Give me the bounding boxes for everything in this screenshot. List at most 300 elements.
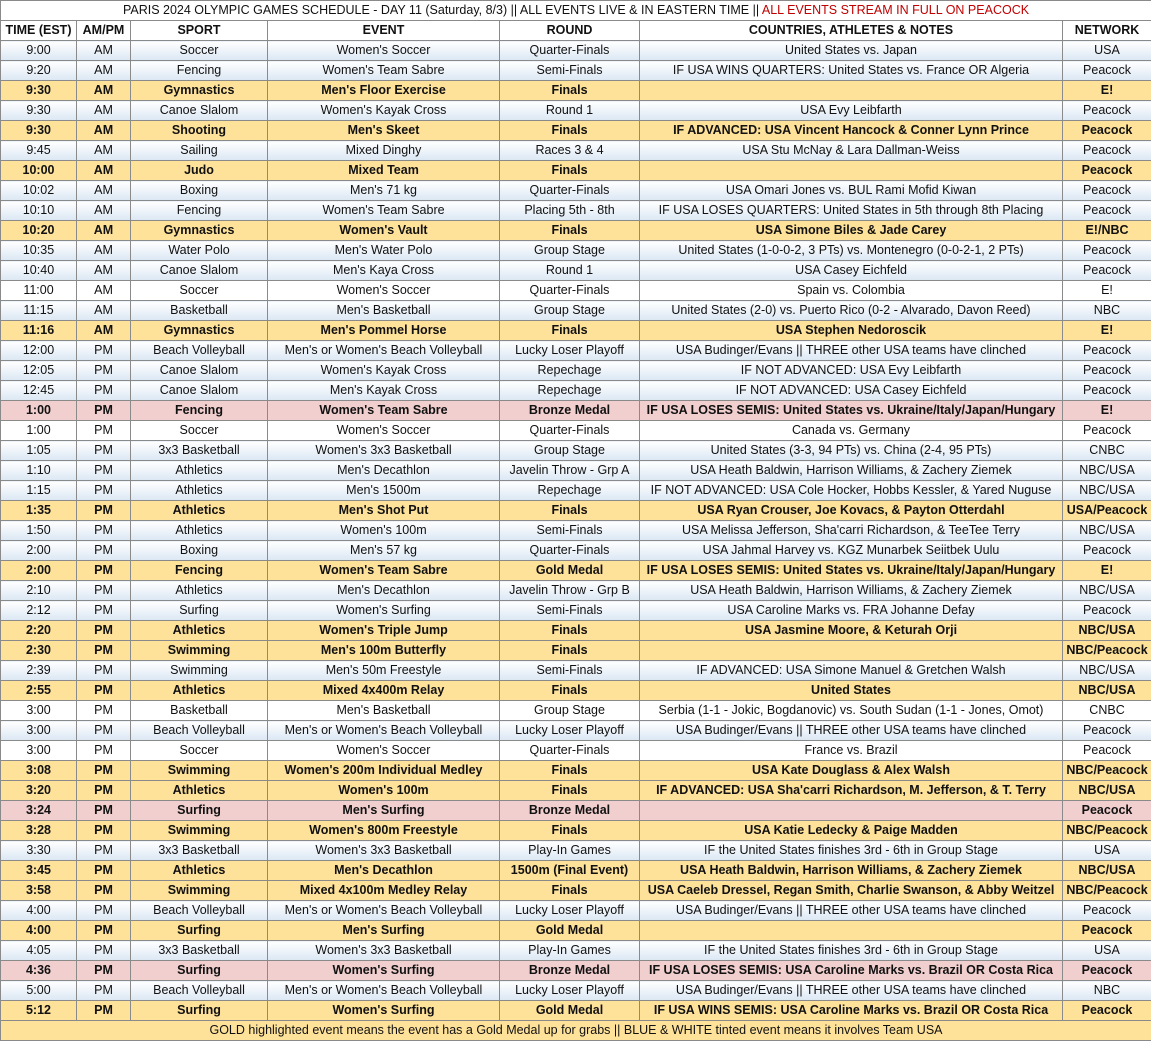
- round-cell: Lucky Loser Playoff: [500, 901, 640, 921]
- sport-cell: Athletics: [131, 621, 268, 641]
- round-cell: Round 1: [500, 101, 640, 121]
- network-cell: USA: [1063, 941, 1151, 961]
- ampm-cell: PM: [77, 561, 131, 581]
- ampm-cell: AM: [77, 201, 131, 221]
- event-cell: Men's 50m Freestyle: [268, 661, 500, 681]
- network-cell: E!: [1063, 281, 1151, 301]
- header-network: NETWORK: [1063, 21, 1151, 41]
- round-cell: Play-In Games: [500, 841, 640, 861]
- notes-cell: USA Evy Leibfarth: [640, 101, 1063, 121]
- table-row: [1, 341, 1151, 361]
- ampm-cell: PM: [77, 881, 131, 901]
- network-cell: Peacock: [1063, 741, 1151, 761]
- ampm-cell: PM: [77, 601, 131, 621]
- event-cell: Men's Water Polo: [268, 241, 500, 261]
- network-cell: Peacock: [1063, 181, 1151, 201]
- event-cell: Men's or Women's Beach Volleyball: [268, 341, 500, 361]
- footer-row: [1, 1021, 1151, 1041]
- sport-cell: Swimming: [131, 761, 268, 781]
- event-cell: Women's 3x3 Basketball: [268, 441, 500, 461]
- notes-cell: IF ADVANCED: USA Vincent Hancock & Conner Lynn Prince: [640, 121, 1063, 141]
- ampm-cell: PM: [77, 681, 131, 701]
- event-cell: Women's Team Sabre: [268, 401, 500, 421]
- ampm-cell: PM: [77, 861, 131, 881]
- event-cell: Women's Kayak Cross: [268, 361, 500, 381]
- round-cell: Lucky Loser Playoff: [500, 981, 640, 1001]
- table-row: [1, 161, 1151, 181]
- table-row: [1, 521, 1151, 541]
- sport-cell: Surfing: [131, 1001, 268, 1021]
- ampm-cell: PM: [77, 361, 131, 381]
- header-row: [1, 21, 1151, 41]
- sport-cell: Fencing: [131, 401, 268, 421]
- round-cell: Semi-Finals: [500, 61, 640, 81]
- sport-cell: Canoe Slalom: [131, 361, 268, 381]
- ampm-cell: AM: [77, 161, 131, 181]
- network-cell: NBC/USA: [1063, 481, 1151, 501]
- event-cell: Men's or Women's Beach Volleyball: [268, 901, 500, 921]
- notes-cell: IF ADVANCED: USA Simone Manuel & Gretchen Walsh: [640, 661, 1063, 681]
- event-cell: Women's Surfing: [268, 601, 500, 621]
- time-cell: 11:16: [1, 321, 77, 341]
- ampm-cell: PM: [77, 821, 131, 841]
- sport-cell: Soccer: [131, 41, 268, 61]
- title-row: [1, 1, 1151, 21]
- sport-cell: Water Polo: [131, 241, 268, 261]
- time-cell: 10:40: [1, 261, 77, 281]
- table-row: [1, 261, 1151, 281]
- notes-cell: USA Stu McNay & Lara Dallman-Weiss: [640, 141, 1063, 161]
- ampm-cell: PM: [77, 941, 131, 961]
- sport-cell: Swimming: [131, 641, 268, 661]
- table-row: [1, 321, 1151, 341]
- table-row: [1, 201, 1151, 221]
- network-cell: NBC/USA: [1063, 861, 1151, 881]
- network-cell: Peacock: [1063, 961, 1151, 981]
- sport-cell: Surfing: [131, 961, 268, 981]
- sport-cell: Athletics: [131, 481, 268, 501]
- time-cell: 3:00: [1, 741, 77, 761]
- time-cell: 2:30: [1, 641, 77, 661]
- network-cell: Peacock: [1063, 421, 1151, 441]
- sport-cell: Canoe Slalom: [131, 101, 268, 121]
- sport-cell: Boxing: [131, 541, 268, 561]
- notes-cell: IF NOT ADVANCED: USA Evy Leibfarth: [640, 361, 1063, 381]
- time-cell: 2:20: [1, 621, 77, 641]
- sport-cell: Basketball: [131, 301, 268, 321]
- table-row: [1, 121, 1151, 141]
- network-cell: NBC/USA: [1063, 581, 1151, 601]
- ampm-cell: AM: [77, 61, 131, 81]
- round-cell: Repechage: [500, 481, 640, 501]
- notes-cell: USA Jasmine Moore, & Keturah Orji: [640, 621, 1063, 641]
- sport-cell: Beach Volleyball: [131, 341, 268, 361]
- round-cell: Lucky Loser Playoff: [500, 721, 640, 741]
- event-cell: Women's Surfing: [268, 961, 500, 981]
- time-cell: 2:12: [1, 601, 77, 621]
- event-cell: Mixed 4x100m Medley Relay: [268, 881, 500, 901]
- table-row: [1, 281, 1151, 301]
- round-cell: Lucky Loser Playoff: [500, 341, 640, 361]
- notes-cell: USA Katie Ledecky & Paige Madden: [640, 821, 1063, 841]
- table-row: [1, 901, 1151, 921]
- sport-cell: Surfing: [131, 601, 268, 621]
- table-row: [1, 741, 1151, 761]
- time-cell: 1:00: [1, 401, 77, 421]
- network-cell: Peacock: [1063, 601, 1151, 621]
- network-cell: Peacock: [1063, 921, 1151, 941]
- network-cell: Peacock: [1063, 261, 1151, 281]
- sport-cell: Surfing: [131, 801, 268, 821]
- time-cell: 9:20: [1, 61, 77, 81]
- sport-cell: Canoe Slalom: [131, 261, 268, 281]
- event-cell: Men's Basketball: [268, 701, 500, 721]
- event-cell: Mixed Dinghy: [268, 141, 500, 161]
- ampm-cell: PM: [77, 461, 131, 481]
- notes-cell: USA Caroline Marks vs. FRA Johanne Defay: [640, 601, 1063, 621]
- event-cell: Men's Floor Exercise: [268, 81, 500, 101]
- ampm-cell: AM: [77, 261, 131, 281]
- ampm-cell: PM: [77, 481, 131, 501]
- round-cell: Finals: [500, 621, 640, 641]
- event-cell: Men's 57 kg: [268, 541, 500, 561]
- round-cell: Finals: [500, 641, 640, 661]
- notes-cell: France vs. Brazil: [640, 741, 1063, 761]
- notes-cell: [640, 161, 1063, 181]
- event-cell: Women's Team Sabre: [268, 201, 500, 221]
- network-cell: E!/NBC: [1063, 221, 1151, 241]
- header-event: EVENT: [268, 21, 500, 41]
- event-cell: Women's Team Sabre: [268, 561, 500, 581]
- table-row: [1, 301, 1151, 321]
- network-cell: Peacock: [1063, 201, 1151, 221]
- notes-cell: IF the United States finishes 3rd - 6th in Group Stage: [640, 841, 1063, 861]
- sport-cell: 3x3 Basketball: [131, 441, 268, 461]
- time-cell: 12:00: [1, 341, 77, 361]
- time-cell: 3:00: [1, 721, 77, 741]
- time-cell: 1:35: [1, 501, 77, 521]
- event-cell: Women's 100m: [268, 781, 500, 801]
- notes-cell: United States (1-0-0-2, 3 PTs) vs. Montenegro (0-0-2-1, 2 PTs): [640, 241, 1063, 261]
- sport-cell: 3x3 Basketball: [131, 841, 268, 861]
- table-row: [1, 581, 1151, 601]
- network-cell: CNBC: [1063, 701, 1151, 721]
- time-cell: 9:45: [1, 141, 77, 161]
- table-row: [1, 1001, 1151, 1021]
- network-cell: Peacock: [1063, 241, 1151, 261]
- ampm-cell: PM: [77, 661, 131, 681]
- round-cell: Finals: [500, 161, 640, 181]
- time-cell: 1:00: [1, 421, 77, 441]
- network-cell: Peacock: [1063, 901, 1151, 921]
- time-cell: 4:05: [1, 941, 77, 961]
- sport-cell: Surfing: [131, 921, 268, 941]
- notes-cell: IF USA WINS SEMIS: USA Caroline Marks vs. Brazil OR Costa Rica: [640, 1001, 1063, 1021]
- network-cell: Peacock: [1063, 721, 1151, 741]
- table-row: [1, 701, 1151, 721]
- sport-cell: Soccer: [131, 421, 268, 441]
- ampm-cell: AM: [77, 301, 131, 321]
- ampm-cell: PM: [77, 741, 131, 761]
- network-cell: E!: [1063, 321, 1151, 341]
- header-notes: COUNTRIES, ATHLETES & NOTES: [640, 21, 1063, 41]
- round-cell: Gold Medal: [500, 561, 640, 581]
- sport-cell: Beach Volleyball: [131, 981, 268, 1001]
- ampm-cell: PM: [77, 621, 131, 641]
- sport-cell: Shooting: [131, 121, 268, 141]
- sport-cell: Athletics: [131, 521, 268, 541]
- network-cell: NBC/Peacock: [1063, 821, 1151, 841]
- event-cell: Women's Triple Jump: [268, 621, 500, 641]
- ampm-cell: PM: [77, 501, 131, 521]
- notes-cell: IF USA LOSES SEMIS: USA Caroline Marks vs. Brazil OR Costa Rica: [640, 961, 1063, 981]
- time-cell: 4:00: [1, 921, 77, 941]
- network-cell: NBC/Peacock: [1063, 881, 1151, 901]
- round-cell: Play-In Games: [500, 941, 640, 961]
- round-cell: Semi-Finals: [500, 601, 640, 621]
- header-sport: SPORT: [131, 21, 268, 41]
- ampm-cell: PM: [77, 901, 131, 921]
- table-row: [1, 81, 1151, 101]
- notes-cell: United States vs. Japan: [640, 41, 1063, 61]
- notes-cell: IF USA WINS QUARTERS: United States vs. France OR Algeria: [640, 61, 1063, 81]
- notes-cell: IF NOT ADVANCED: USA Cole Hocker, Hobbs Kessler, & Yared Nuguse: [640, 481, 1063, 501]
- event-cell: Women's 3x3 Basketball: [268, 841, 500, 861]
- event-cell: Men's 1500m: [268, 481, 500, 501]
- ampm-cell: PM: [77, 401, 131, 421]
- table-row: [1, 181, 1151, 201]
- notes-cell: USA Budinger/Evans || THREE other USA teams have clinched: [640, 721, 1063, 741]
- legend-note: GOLD highlighted event means the event has a Gold Medal up for grabs || BLUE & WHITE tinted event means it involves Team USA: [1, 1021, 1151, 1041]
- sport-cell: Boxing: [131, 181, 268, 201]
- sport-cell: Judo: [131, 161, 268, 181]
- notes-cell: USA Budinger/Evans || THREE other USA teams have clinched: [640, 901, 1063, 921]
- round-cell: Bronze Medal: [500, 801, 640, 821]
- table-row: [1, 101, 1151, 121]
- ampm-cell: PM: [77, 961, 131, 981]
- header-ampm: AM/PM: [77, 21, 131, 41]
- event-cell: Men's or Women's Beach Volleyball: [268, 981, 500, 1001]
- notes-cell: United States (2-0) vs. Puerto Rico (0-2 - Alvarado, Davon Reed): [640, 301, 1063, 321]
- time-cell: 4:00: [1, 901, 77, 921]
- event-cell: Men's or Women's Beach Volleyball: [268, 721, 500, 741]
- network-cell: E!: [1063, 81, 1151, 101]
- sport-cell: Fencing: [131, 561, 268, 581]
- round-cell: Group Stage: [500, 241, 640, 261]
- round-cell: Finals: [500, 681, 640, 701]
- sport-cell: Athletics: [131, 781, 268, 801]
- time-cell: 2:39: [1, 661, 77, 681]
- header-time: TIME (EST): [1, 21, 77, 41]
- time-cell: 10:02: [1, 181, 77, 201]
- ampm-cell: AM: [77, 121, 131, 141]
- notes-cell: USA Melissa Jefferson, Sha'carri Richardson, & TeeTee Terry: [640, 521, 1063, 541]
- network-cell: USA: [1063, 841, 1151, 861]
- round-cell: Semi-Finals: [500, 521, 640, 541]
- sport-cell: Athletics: [131, 501, 268, 521]
- network-cell: NBC: [1063, 981, 1151, 1001]
- event-cell: Women's 100m: [268, 521, 500, 541]
- network-cell: Peacock: [1063, 541, 1151, 561]
- round-cell: Finals: [500, 821, 640, 841]
- sport-cell: Canoe Slalom: [131, 381, 268, 401]
- round-cell: 1500m (Final Event): [500, 861, 640, 881]
- sport-cell: Basketball: [131, 701, 268, 721]
- notes-cell: USA Ryan Crouser, Joe Kovacs, & Payton Otterdahl: [640, 501, 1063, 521]
- round-cell: Javelin Throw - Grp A: [500, 461, 640, 481]
- notes-cell: Canada vs. Germany: [640, 421, 1063, 441]
- event-cell: Women's Soccer: [268, 281, 500, 301]
- ampm-cell: PM: [77, 521, 131, 541]
- table-row: [1, 501, 1151, 521]
- sport-cell: Beach Volleyball: [131, 901, 268, 921]
- ampm-cell: PM: [77, 761, 131, 781]
- event-cell: Men's Decathlon: [268, 461, 500, 481]
- notes-cell: Spain vs. Colombia: [640, 281, 1063, 301]
- network-cell: E!: [1063, 401, 1151, 421]
- notes-cell: USA Stephen Nedoroscik: [640, 321, 1063, 341]
- round-cell: Gold Medal: [500, 1001, 640, 1021]
- notes-cell: IF NOT ADVANCED: USA Casey Eichfeld: [640, 381, 1063, 401]
- network-cell: Peacock: [1063, 361, 1151, 381]
- round-cell: Bronze Medal: [500, 401, 640, 421]
- ampm-cell: PM: [77, 541, 131, 561]
- ampm-cell: AM: [77, 221, 131, 241]
- title-highlight: ALL EVENTS STREAM IN FULL ON PEACOCK: [761, 3, 1030, 17]
- round-cell: Quarter-Finals: [500, 741, 640, 761]
- schedule-title: [1, 1, 1151, 21]
- time-cell: 1:10: [1, 461, 77, 481]
- round-cell: Javelin Throw - Grp B: [500, 581, 640, 601]
- table-row: [1, 621, 1151, 641]
- table-row: [1, 961, 1151, 981]
- round-cell: Quarter-Finals: [500, 41, 640, 61]
- sport-cell: Swimming: [131, 881, 268, 901]
- sport-cell: Fencing: [131, 201, 268, 221]
- table-row: [1, 381, 1151, 401]
- table-row: [1, 421, 1151, 441]
- time-cell: 9:30: [1, 101, 77, 121]
- round-cell: Placing 5th - 8th: [500, 201, 640, 221]
- round-cell: Quarter-Finals: [500, 181, 640, 201]
- round-cell: Finals: [500, 761, 640, 781]
- sport-cell: Athletics: [131, 461, 268, 481]
- round-cell: Group Stage: [500, 441, 640, 461]
- table-row: [1, 141, 1151, 161]
- network-cell: USA/Peacock: [1063, 501, 1151, 521]
- time-cell: 1:50: [1, 521, 77, 541]
- network-cell: Peacock: [1063, 121, 1151, 141]
- time-cell: 10:10: [1, 201, 77, 221]
- network-cell: Peacock: [1063, 61, 1151, 81]
- time-cell: 10:20: [1, 221, 77, 241]
- round-cell: Finals: [500, 121, 640, 141]
- round-cell: Semi-Finals: [500, 661, 640, 681]
- sport-cell: Gymnastics: [131, 221, 268, 241]
- sport-cell: Beach Volleyball: [131, 721, 268, 741]
- notes-cell: USA Heath Baldwin, Harrison Williams, & Zachery Ziemek: [640, 461, 1063, 481]
- table-row: [1, 441, 1151, 461]
- sport-cell: Soccer: [131, 281, 268, 301]
- event-cell: Men's Kayak Cross: [268, 381, 500, 401]
- ampm-cell: AM: [77, 181, 131, 201]
- notes-cell: USA Heath Baldwin, Harrison Williams, & Zachery Ziemek: [640, 861, 1063, 881]
- round-cell: Finals: [500, 881, 640, 901]
- table-row: [1, 721, 1151, 741]
- round-cell: Round 1: [500, 261, 640, 281]
- event-cell: Women's 800m Freestyle: [268, 821, 500, 841]
- round-cell: Repechage: [500, 361, 640, 381]
- ampm-cell: AM: [77, 141, 131, 161]
- time-cell: 1:05: [1, 441, 77, 461]
- notes-cell: USA Kate Douglass & Alex Walsh: [640, 761, 1063, 781]
- round-cell: Races 3 & 4: [500, 141, 640, 161]
- notes-cell: [640, 921, 1063, 941]
- event-cell: Women's Soccer: [268, 421, 500, 441]
- network-cell: CNBC: [1063, 441, 1151, 461]
- network-cell: NBC/Peacock: [1063, 641, 1151, 661]
- round-cell: Finals: [500, 781, 640, 801]
- event-cell: Men's Decathlon: [268, 581, 500, 601]
- ampm-cell: AM: [77, 101, 131, 121]
- network-cell: USA: [1063, 41, 1151, 61]
- ampm-cell: PM: [77, 441, 131, 461]
- table-row: [1, 941, 1151, 961]
- event-cell: Women's Kayak Cross: [268, 101, 500, 121]
- event-cell: Men's Shot Put: [268, 501, 500, 521]
- network-cell: Peacock: [1063, 381, 1151, 401]
- time-cell: 3:00: [1, 701, 77, 721]
- time-cell: 11:00: [1, 281, 77, 301]
- ampm-cell: AM: [77, 241, 131, 261]
- network-cell: NBC/USA: [1063, 681, 1151, 701]
- time-cell: 1:15: [1, 481, 77, 501]
- time-cell: 2:10: [1, 581, 77, 601]
- event-cell: Women's Vault: [268, 221, 500, 241]
- table-row: [1, 881, 1151, 901]
- event-cell: Mixed Team: [268, 161, 500, 181]
- ampm-cell: PM: [77, 641, 131, 661]
- sport-cell: Gymnastics: [131, 321, 268, 341]
- ampm-cell: PM: [77, 921, 131, 941]
- notes-cell: IF USA LOSES SEMIS: United States vs. Ukraine/Italy/Japan/Hungary: [640, 401, 1063, 421]
- notes-cell: USA Budinger/Evans || THREE other USA teams have clinched: [640, 341, 1063, 361]
- notes-cell: United States: [640, 681, 1063, 701]
- time-cell: 2:00: [1, 541, 77, 561]
- ampm-cell: PM: [77, 421, 131, 441]
- network-cell: Peacock: [1063, 1001, 1151, 1021]
- notes-cell: IF USA LOSES QUARTERS: United States in 5th through 8th Placing: [640, 201, 1063, 221]
- event-cell: Women's 200m Individual Medley: [268, 761, 500, 781]
- time-cell: 3:20: [1, 781, 77, 801]
- notes-cell: Serbia (1-1 - Jokic, Bogdanovic) vs. South Sudan (1-1 - Jones, Omot): [640, 701, 1063, 721]
- round-cell: Quarter-Finals: [500, 281, 640, 301]
- table-row: [1, 561, 1151, 581]
- ampm-cell: PM: [77, 721, 131, 741]
- network-cell: Peacock: [1063, 101, 1151, 121]
- ampm-cell: PM: [77, 381, 131, 401]
- event-cell: Women's Soccer: [268, 41, 500, 61]
- title-main: PARIS 2024 OLYMPIC GAMES SCHEDULE - DAY 11 (Saturday, 8/3) || ALL EVENTS LIVE & IN EASTERN TIME ||: [122, 3, 762, 17]
- network-cell: Peacock: [1063, 801, 1151, 821]
- notes-cell: USA Budinger/Evans || THREE other USA teams have clinched: [640, 981, 1063, 1001]
- time-cell: 4:36: [1, 961, 77, 981]
- round-cell: Bronze Medal: [500, 961, 640, 981]
- event-cell: Men's 100m Butterfly: [268, 641, 500, 661]
- event-cell: Women's Team Sabre: [268, 61, 500, 81]
- event-cell: Women's 3x3 Basketball: [268, 941, 500, 961]
- table-row: [1, 861, 1151, 881]
